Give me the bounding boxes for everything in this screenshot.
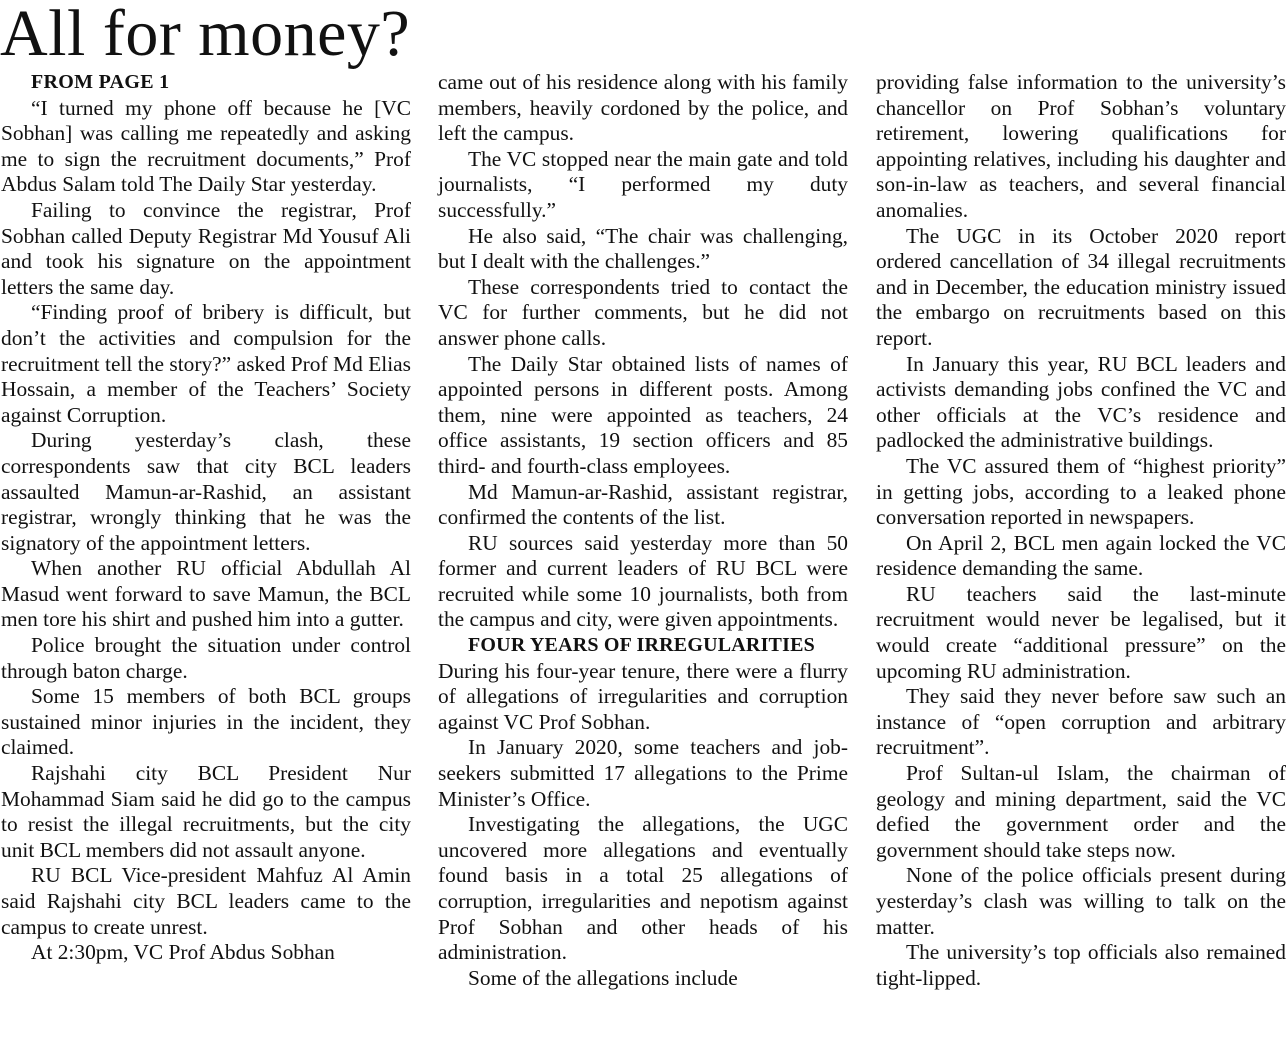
article-column-1 (1, 70, 411, 966)
paragraph: Rajshahi city BCL President Nur Mohammad Siam said he did go to the campus to resist the illegal recruitments, but the city unit BCL members did not assault anyone. (1, 761, 411, 862)
paragraph: Police brought the situation under control through baton charge. (1, 633, 411, 683)
paragraph: At 2:30pm, VC Prof Abdus Sobhan (31, 940, 335, 965)
paragraph: The VC assured them of “highest priority” in getting jobs, according to a leaked phone conversation reported in newspapers. (876, 453, 1286, 530)
paragraph: In January 2020, some teachers and job-seekers submitted 17 allegations to the Prime Minister’s Office. (438, 735, 848, 811)
paragraph: When another RU official Abdullah Al Masud went forward to save Mamun, the BCL men tore his shirt and pushed him into a gutter. (1, 556, 411, 632)
paragraph: The Daily Star obtained lists of names of appointed persons in different posts. Among them, nine were appointed as teachers, 24 office assistants, 19 section officers and 85 third- and fourth-class employees. (438, 351, 848, 478)
kicker-from-page-1: FROM PAGE 1 (31, 71, 170, 93)
paragraph-continued: came out of his residence along with his family members, heavily cordoned by the police, and left the campus. (438, 70, 848, 146)
paragraph: During yesterday’s clash, these correspondents saw that city BCL leaders assaulted Mamun-ar-Rashid, an assistant registrar, wrongly thinking that he was the signatory of the appointment letters. (1, 428, 411, 555)
paragraph: The university’s top officials also remained tight-lipped. (876, 940, 1286, 990)
headline: All for money? (0, 0, 411, 70)
paragraph: “Finding proof of bribery is difficult, but don’t the activities and compulsion for the recruitment tell the story?” asked Prof Md Elias Hossain, a member of the Teachers’ Society against Corruption. (1, 300, 411, 427)
article-column-3 (876, 70, 1286, 991)
subhead-four-years: FOUR YEARS OF IRREGULARITIES (468, 634, 815, 657)
paragraph: Some 15 members of both BCL groups sustained minor injuries in the incident, they claimed. (1, 684, 411, 760)
paragraph: RU BCL Vice-president Mahfuz Al Amin said Rajshahi city BCL leaders came to the campus to create unrest. (1, 863, 411, 939)
paragraph: Prof Sultan-ul Islam, the chairman of geology and mining department, said the VC defied the government order and the government should take steps now. (876, 761, 1286, 862)
paragraph: Failing to convince the registrar, Prof Sobhan called Deputy Registrar Md Yousuf Ali and took his signature on the appointment letters the same day. (1, 197, 411, 299)
paragraph: These correspondents tried to contact the VC for further comments, but he did not answer phone calls. (438, 274, 848, 350)
paragraph: None of the police officials present during yesterday’s clash was willing to talk on the matter. (876, 863, 1286, 939)
paragraph: The VC stopped near the main gate and told journalists, “I performed my duty successfully.” (438, 146, 848, 222)
paragraph-continued: providing false information to the university’s chancellor on Prof Sobhan’s voluntary retirement, lowering qualifications for appointing relatives, including his daughter and son-in-law as teachers, and several financial anomalies. (876, 70, 1286, 222)
paragraph: “I turned my phone off because he [VC Sobhan] was calling me repeatedly and asking me to sign the recruitment documents,” Prof Abdus Salam told The Daily Star yesterday. (1, 95, 411, 197)
paragraph: He also said, “The chair was challenging, but I dealt with the challenges.” (438, 223, 848, 274)
paragraph: The UGC in its October 2020 report ordered cancellation of 34 illegal recruitments and in December, the education ministry issued the embargo on recruitments based on this report. (876, 223, 1286, 350)
article-column-2 (438, 70, 848, 991)
paragraph: Investigating the allegations, the UGC uncovered more allegations and eventually found basis in a total 25 allegations of corruption, irregularities and nepotism against Prof Sobhan and other heads of his administration. (438, 812, 848, 965)
paragraph: Md Mamun-ar-Rashid, assistant registrar, confirmed the contents of the list. (438, 479, 848, 530)
paragraph: They said they never before saw such an instance of “open corruption and arbitrary recruitment”. (876, 684, 1286, 760)
paragraph: Some of the allegations include (468, 965, 738, 990)
paragraph: In January this year, RU BCL leaders and activists demanding jobs confined the VC and other officials at the VC’s residence and padlocked the administrative buildings. (876, 351, 1286, 453)
paragraph: During his four-year tenure, there were a flurry of allegations of irregularities and corruption against VC Prof Sobhan. (438, 658, 848, 734)
paragraph: RU teachers said the last-minute recruitment would never be legalised, but it would create “additional pressure” on the upcoming RU administration. (876, 581, 1286, 683)
paragraph: RU sources said yesterday more than 50 former and current leaders of RU BCL were recruited while some 10 journalists, both from the campus and city, were given appointments. (438, 530, 848, 632)
paragraph: On April 2, BCL men again locked the VC residence demanding the same. (876, 530, 1286, 581)
